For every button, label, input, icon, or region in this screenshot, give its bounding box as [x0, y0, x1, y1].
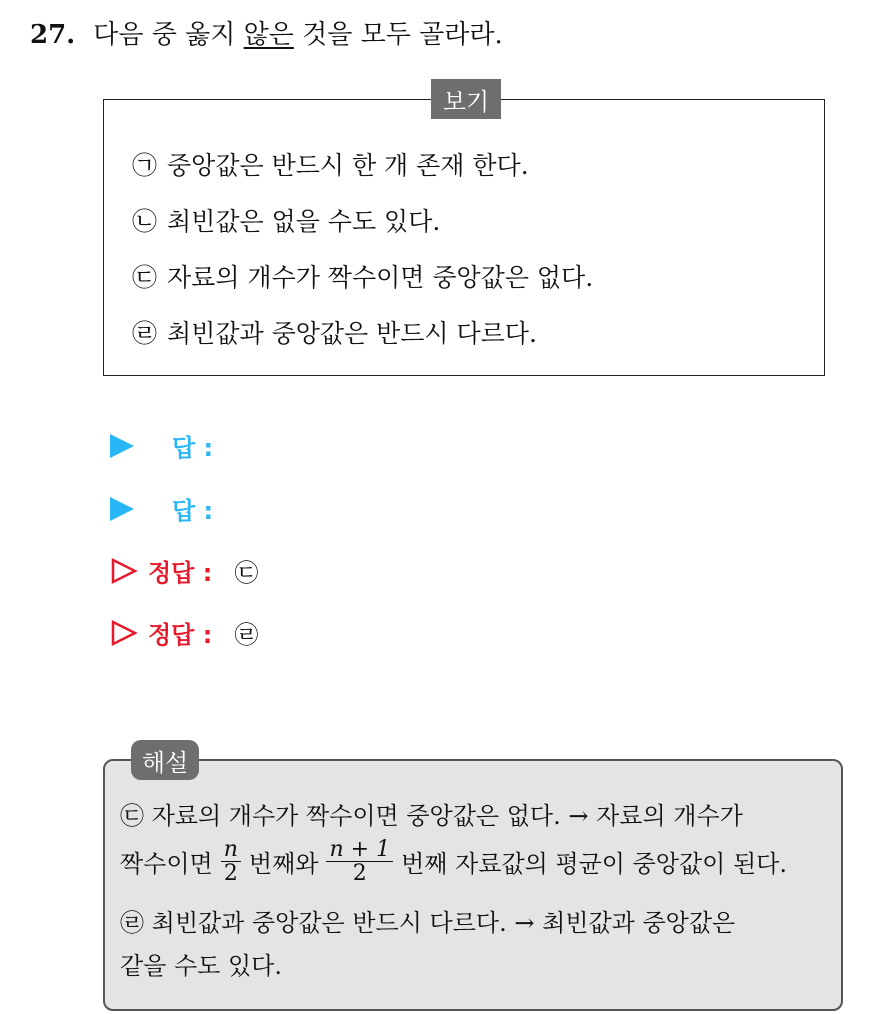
correct-answer-row [110, 615, 258, 650]
bogi-item-marker: ㉢ [132, 263, 158, 292]
question-text [93, 20, 502, 50]
explanation-text: 번째 자료값의 평균이 중앙값이 된다. [401, 850, 787, 879]
bogi-item-text: 최빈값과 중앙값은 반드시 다르다. [167, 319, 537, 348]
question [30, 14, 503, 51]
explanation-label: 해설 [131, 740, 199, 780]
outline-arrow-icon [110, 619, 138, 647]
answer-label: 답 : [172, 434, 214, 462]
play-arrow-icon [110, 434, 134, 458]
fraction-numerator: n [223, 837, 238, 862]
bogi-item [132, 202, 440, 238]
explanation-line: ㉣ 최빈값과 중앙값은 반드시 다르다. → 최빈값과 중앙값은 [120, 909, 736, 937]
bogi-label: 보기 [431, 79, 501, 119]
correct-answer-row [110, 553, 258, 588]
bogi-item [132, 146, 529, 182]
bogi-item-text: 최빈값은 없을 수도 있다. [167, 207, 441, 236]
answer-blank-row [110, 491, 213, 526]
question-text-underlined: 않은 [243, 20, 294, 50]
fraction-denominator: 2 [223, 861, 238, 887]
explanation-line: ㉢ 자료의 개수가 짝수이면 중앙값은 없다. → 자료의 개수가 [120, 802, 743, 830]
bogi-item-marker: ㉣ [132, 319, 158, 348]
question-number: 27. [30, 20, 76, 50]
bogi-item-marker: ㉡ [132, 207, 158, 236]
bogi-item [132, 314, 537, 350]
outline-arrow-icon [110, 557, 138, 585]
bogi-item-text: 중앙값은 반드시 한 개 존재 한다. [167, 151, 529, 180]
answer-label: 답 : [172, 497, 214, 525]
play-arrow-icon [110, 497, 134, 521]
explanation-text: 짝수이면 [120, 850, 213, 879]
bogi-item [132, 258, 593, 294]
question-text-after: 것을 모두 골라라. [293, 20, 503, 50]
correct-answer-label: 정답 : [148, 621, 213, 649]
explanation-text: 번째와 [248, 850, 319, 879]
fraction-denominator: 2 [352, 861, 367, 887]
correct-answer-value: ㉢ [234, 559, 259, 587]
correct-answer-value: ㉣ [234, 621, 259, 649]
fraction-numerator: n + 1 [329, 837, 391, 862]
bogi-item-text: 자료의 개수가 짝수이면 중앙값은 없다. [167, 263, 594, 292]
fraction [221, 838, 241, 885]
explanation-line: 같을 수도 있다. [120, 952, 282, 980]
fraction [326, 838, 393, 885]
bogi-item-marker: ㉠ [132, 151, 158, 180]
explanation-line-with-fractions [120, 838, 787, 885]
question-text-before: 다음 중 옳지 [93, 20, 244, 50]
correct-answer-label: 정답 : [148, 559, 213, 587]
answer-blank-row [110, 428, 213, 463]
